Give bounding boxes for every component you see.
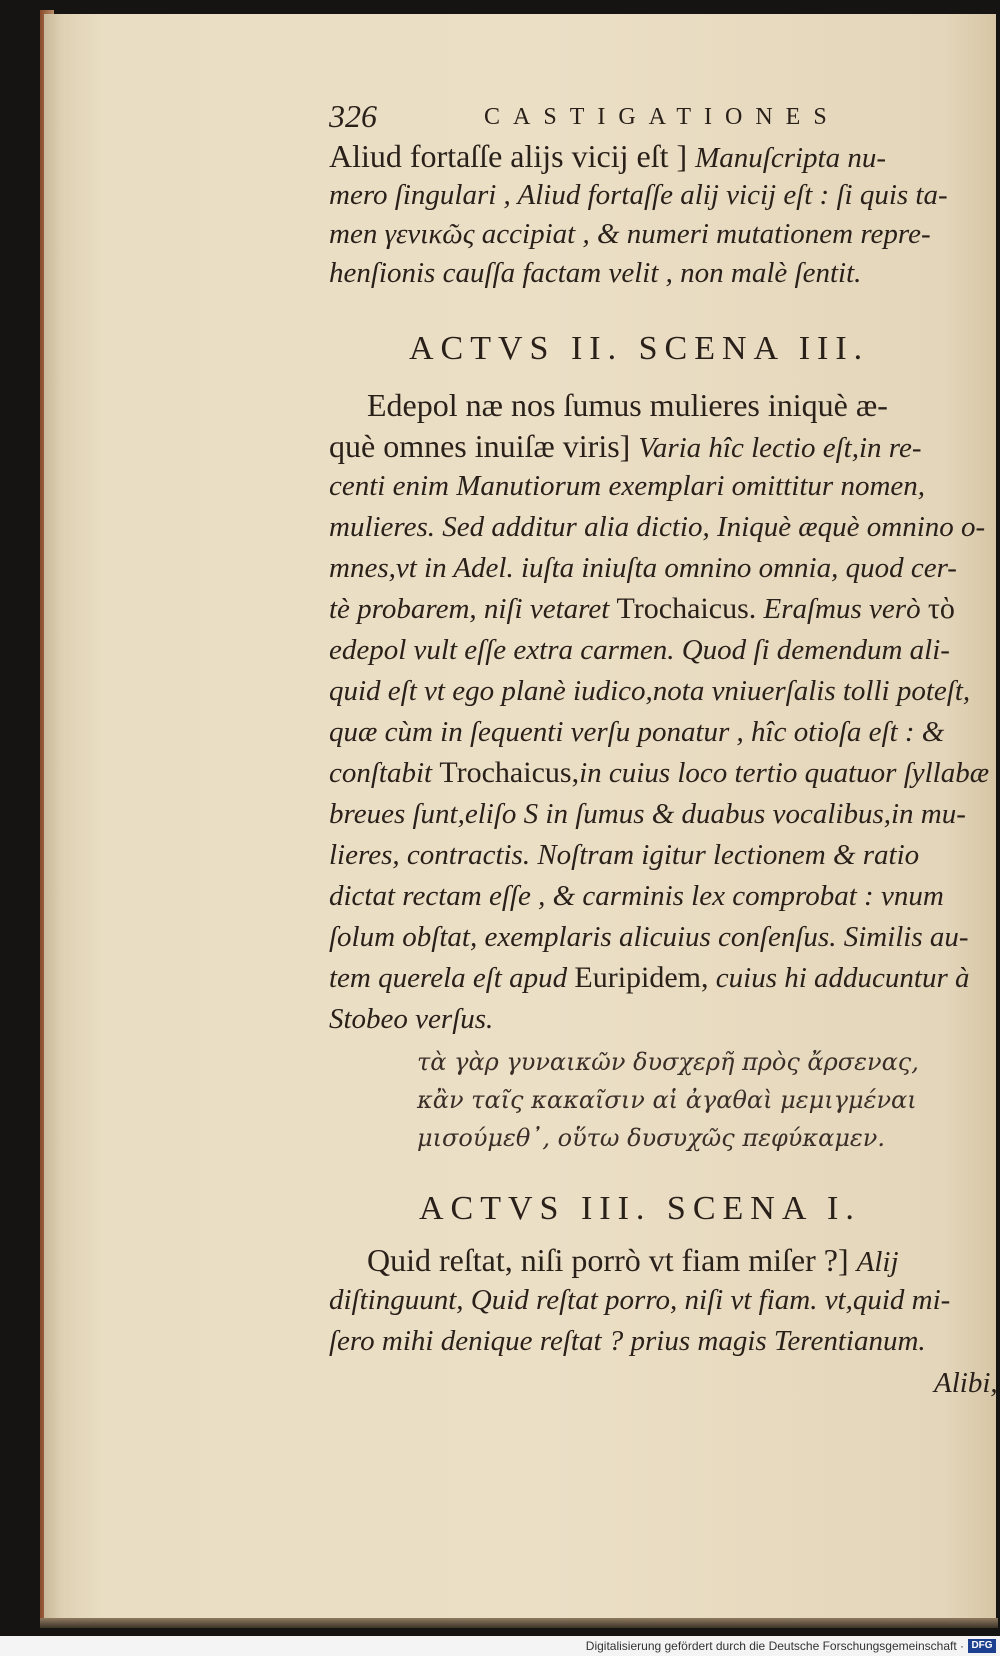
text-line: centi enim Manutiorum exemplari omittitur nomen, [329,470,926,502]
text-line: què omnes inuiſæ viris] Varia hîc lectio eſt,in re- [329,428,922,464]
greek-verse: τὰ γὰρ γυναικῶν δυσχερῆ πρὸς ἄρσενας, [417,1048,919,1076]
text-line: Quid reſtat, niſi porrò vt fiam miſer ?] Alij [367,1242,899,1278]
text-line: mero ſingulari , Aliud fortaſſe alij vicij eſt : ſi quis ta- [329,179,948,211]
greek-verse: κἂν ταῖς κακαῖσιν αἱ ἀγαθαὶ μεμιγμέναι [417,1086,917,1114]
text-line: tè probarem, niſi vetaret Trochaicus. Eraſmus verò τὸ [329,592,955,625]
section-heading: ACTVS II. SCENA III. [409,330,870,367]
text-line: ſero mihi denique reſtat ? prius magis Terentianum. [329,1325,926,1357]
text-line: Stobeo verſus. [329,1003,494,1035]
text-line: lieres, contractis. Noſtram igitur lectionem & ratio [329,839,920,871]
page-bottom-edge [40,1618,998,1628]
text-line: mulieres. Sed additur alia dictio, Iniquè æquè omnino o- [329,511,986,543]
page-number: 326 [329,98,377,134]
section-heading: ACTVS III. SCENA I. [419,1190,861,1227]
catchword: Alibi, [934,1367,998,1399]
text-line: edepol vult eſſe extra carmen. Quod ſi demendum ali- [329,634,950,666]
text-line: conſtabit Trochaicus,in cuius loco tertio quatuor ſyllabæ [329,756,990,789]
text-line: tem querela eſt apud Euripidem, cuius hi adducuntur à [329,961,970,994]
text-line: mnes,vt in Adel. iuſta iniuſta omnino omnia, quod cer- [329,552,957,584]
text-line: Edepol næ nos ſumus mulieres iniquè æ- [367,387,888,423]
text-line: men γενικῶς accipiat , & numeri mutationem repre- [329,218,931,250]
text-line: henſionis cauſſa factam velit , non malè ſentit. [329,257,862,289]
book-page [44,14,996,1622]
greek-verse: μισούμεθ᾽, οὕτω δυσυχῶς πεφύκαμεν. [417,1124,886,1152]
text-line: Aliud fortaſſe alijs vicij eſt ] Manuſcripta nu- [329,138,887,174]
running-head: CASTIGATIONES [484,104,840,130]
dfg-logo-icon[interactable]: DFG [968,1639,996,1653]
text-line: diſtinguunt, Quid reſtat porro, niſi vt fiam. vt,quid mi- [329,1284,951,1316]
text-line: dictat rectam eſſe , & carminis lex comprobat : vnum [329,880,944,912]
digitization-footer [0,1636,1000,1656]
text-line: quæ cùm in ſequenti verſu ponatur , hîc otioſa eſt : & [329,716,945,748]
text-line: quid eſt vt ego planè iudico,nota vniuerſalis tolli poteſt, [329,675,971,707]
text-line: ſolum obſtat, exemplaris alicuius conſenſus. Similis au- [329,921,969,953]
funding-credit: Digitalisierung gefördert durch die Deutsche Forschungsgemeinschaft · [585,1639,964,1653]
page-header [329,98,1000,138]
text-line: breues ſunt,eliſo S in ſumus & duabus vocalibus,in mu- [329,798,966,830]
